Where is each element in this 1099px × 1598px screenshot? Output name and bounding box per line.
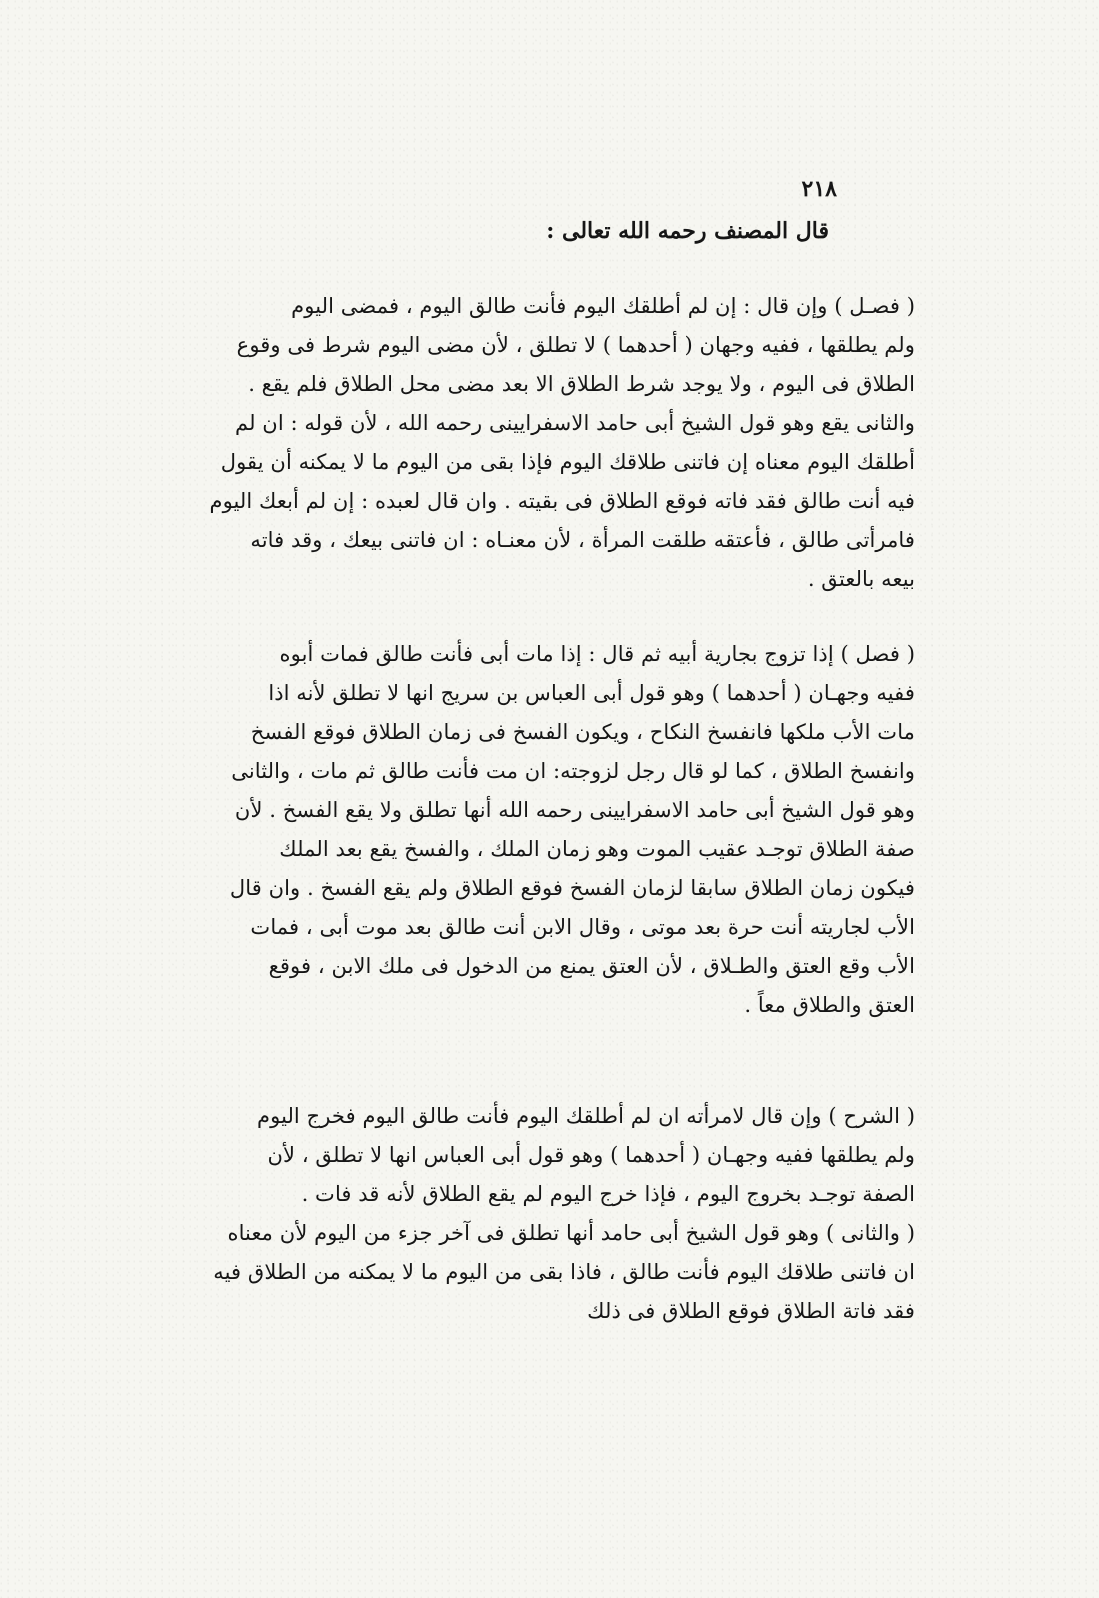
paragraph-line: ( الشرح ) وإن قال لامرأته ان لم أطلقك اليوم فأنت طالق اليوم فخرج اليوم <box>257 1103 915 1128</box>
paragraph-line: ولم يطلقها ففيه وجهـان ( أحدهما ) وهو قول أبى العباس انها لا تطلق ، لأن <box>267 1142 915 1167</box>
page-number: ٢١٨ <box>801 176 837 202</box>
paragraph-line: فامرأتى طالق ، فأعتقه طلقت المرأة ، لأن معنـاه : ان فاتنى بيعك ، وقد فاته <box>250 527 915 552</box>
paragraph-line: مات الأب ملكها فانفسخ النكاح ، ويكون الفسخ فى زمان الطلاق فوقع الفسخ <box>250 719 915 744</box>
paragraph-line: وانفسخ الطلاق ، كما لو قال رجل لزوجته: ان مت فأنت طالق ثم مات ، والثانى <box>231 758 915 783</box>
paragraph-line: الأب لجاريته أنت حرة بعد موتى ، وقال الابن أنت طالق بعد موت أبى ، فمات <box>250 914 915 939</box>
paragraph-line: فيه أنت طالق فقد فاته فوقع الطلاق فى بقيته . وان قال لعبده : إن لم أبعك اليوم <box>209 488 915 513</box>
paragraph-line: الأب وقع العتق والطـلاق ، لأن العتق يمنع من الدخول فى ملك الابن ، فوقع <box>268 953 915 978</box>
paragraph-sharh <box>195 1096 915 1330</box>
paragraph-line: ولم يطلقها ، ففيه وجهان ( أحدهما ) لا تطلق ، لأن مضى اليوم شرط فى وقوع <box>236 332 915 357</box>
paragraph-line: ففيه وجهـان ( أحدهما ) وهو قول أبى العباس بن سريج انها لا تطلق لأنه اذا <box>268 680 915 705</box>
paragraph-line: أطلقك اليوم معناه إن فاتنى طلاقك اليوم فإذا بقى من اليوم ما لا يمكنه أن يقول <box>220 449 915 474</box>
paragraph-line: فيكون زمان الطلاق سابقا لزمان الفسخ فوقع الطلاق ولم يقع الفسخ . وان قال <box>229 875 915 900</box>
paragraph-fasl-1 <box>195 286 915 598</box>
paragraph-fasl-2 <box>195 634 915 1024</box>
paragraph-line: وهو قول الشيخ أبى حامد الاسفرايينى رحمه الله أنها تطلق ولا يقع الفسخ . لأن <box>234 797 915 822</box>
paragraph-line: ( فصـل ) وإن قال : إن لم أطلقك اليوم فأنت طالق اليوم ، فمضى اليوم <box>291 293 915 318</box>
paragraph-line: ( فصل ) إذا تزوج بجارية أبيه ثم قال : إذا مات أبى فأنت طالق فمات أبوه <box>279 641 915 666</box>
paragraph-line: والثانى يقع وهو قول الشيخ أبى حامد الاسفرايينى رحمه الله ، لأن قوله : ان لم <box>234 410 915 435</box>
paragraph-line: ( والثانى ) وهو قول الشيخ أبى حامد أنها تطلق فى آخر جزء من اليوم لأن معناه <box>227 1220 915 1245</box>
paragraph-line: الطلاق فى اليوم ، ولا يوجد شرط الطلاق الا بعد مضى محل الطلاق فلم يقع . <box>248 371 915 396</box>
paragraph-line: ان فاتنى طلاقك اليوم فأنت طالق ، فاذا بقى من اليوم ما لا يمكنه من الطلاق فيه <box>213 1259 915 1284</box>
paragraph-line: بيعه بالعتق . <box>807 566 915 591</box>
paragraph-line: صفة الطلاق توجـد عقيب الموت وهو زمان الملك ، والفسخ يقع بعد الملك <box>279 836 915 861</box>
paragraph-line: فقد فاتة الطلاق فوقع الطلاق فى ذلك <box>587 1298 915 1323</box>
section-heading: قال المصنف رحمه الله تعالى : <box>546 218 829 244</box>
paragraph-line: العتق والطلاق معاً . <box>744 992 915 1017</box>
paragraph-line: الصفة توجـد بخروج اليوم ، فإذا خرج اليوم لم يقع الطلاق لأنه قد فات . <box>301 1181 915 1206</box>
